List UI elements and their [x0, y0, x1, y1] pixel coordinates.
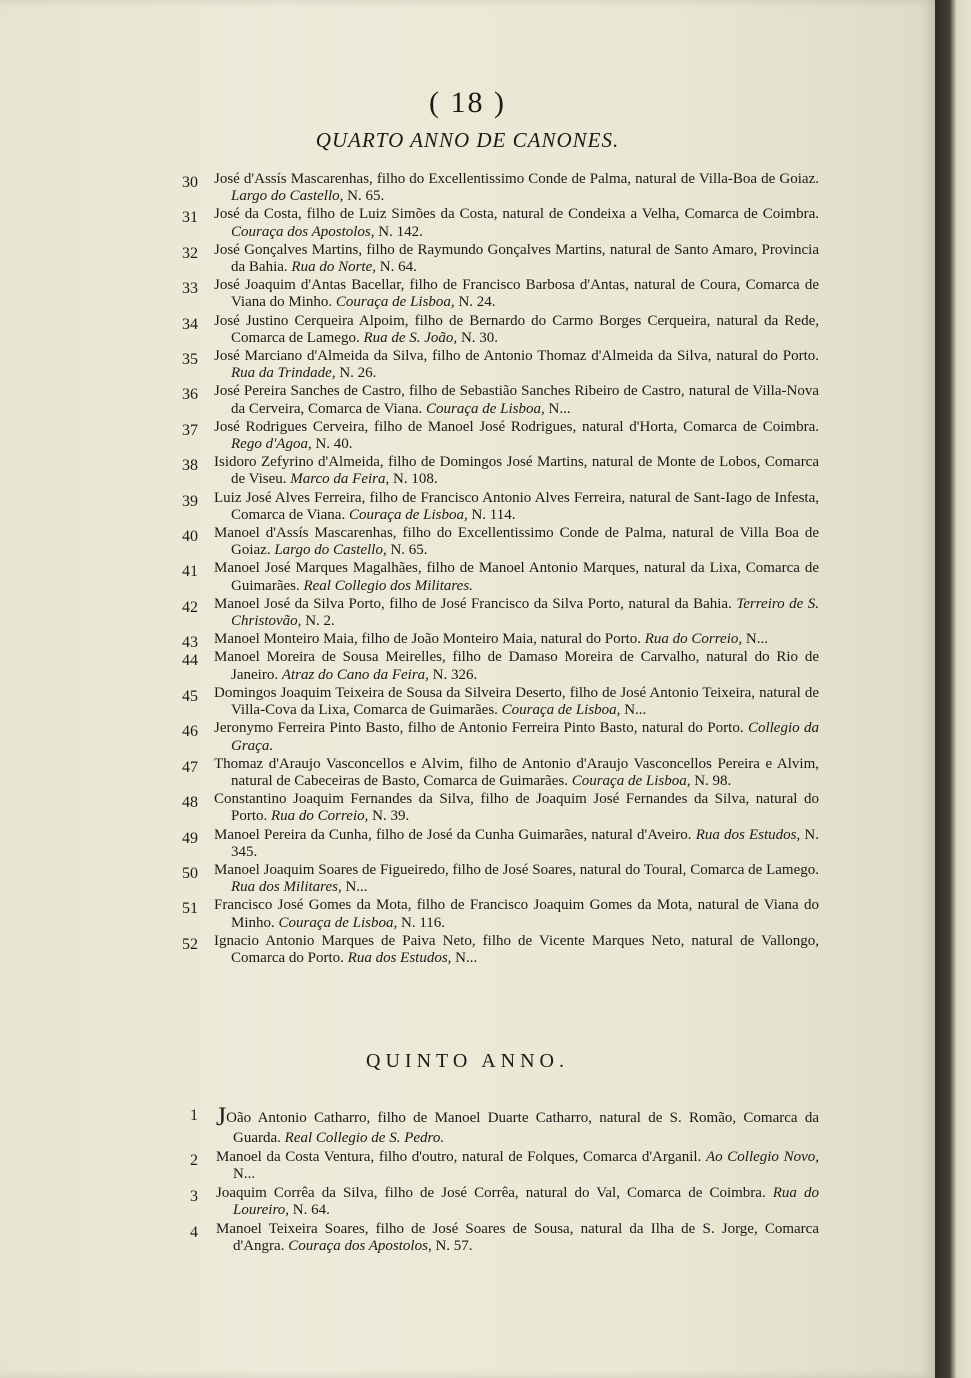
entry-number: 47 — [182, 758, 198, 776]
entry-body: Manoel Joaquim Soares de Figueiredo, filho de José Soares, natural do Toural, Comarca de Lamego. — [214, 861, 819, 878]
list-item — [0, 862, 935, 896]
entry-text — [214, 419, 819, 453]
entry-address: Couraça dos Apostolos, — [288, 1238, 432, 1254]
entry-text — [214, 206, 819, 240]
entry-body: Manoel Pereira da Cunha, filho de José da Cunha Guimarães, natural d'Aveiro. — [214, 826, 692, 843]
entry-address: Couraça dos Apostolos, — [231, 223, 375, 240]
entry-number: 41 — [182, 563, 198, 581]
entry-address: Terreiro de S. Christovão, — [231, 595, 819, 630]
entry-number: 45 — [182, 687, 198, 705]
entry-number: 36 — [182, 386, 198, 404]
entry-house-number: N. 345. — [231, 826, 819, 860]
entry-body: Thomaz d'Araujo Vasconcellos e Alvim, filho de Antonio d'Araujo Vasconcellos Pereira e Alvim, natural de Cabeceiras de Basto, Comarca de Guimarães. — [214, 755, 819, 789]
entry-body: Manoel Moreira de Sousa Meirelles, filho de Damaso Moreira de Carvalho, natural do Rio de Janeiro. — [214, 649, 819, 683]
entry-number: 2 — [190, 1151, 198, 1169]
entry-house-number: N... — [624, 702, 647, 719]
list-item — [0, 756, 935, 790]
entry-number: 30 — [182, 174, 198, 191]
entry-text — [214, 933, 819, 967]
entry-house-number: N. 24. — [458, 294, 496, 311]
list-item — [0, 1104, 935, 1148]
entry-house-number: N. 39. — [372, 808, 410, 825]
list-item — [0, 897, 935, 931]
list-item — [0, 348, 935, 382]
entry-house-number: N. 98. — [694, 772, 732, 789]
entry-house-number: N. 57. — [435, 1238, 473, 1254]
entry-body: Francisco José Gomes da Mota, filho de Francisco Joaquim Gomes da Mota, natural de Viana do Minho. — [214, 897, 819, 931]
entry-number: 51 — [182, 900, 198, 918]
entry-house-number: N... — [455, 949, 478, 966]
entry-house-number: N. 116. — [401, 914, 446, 931]
entry-body: José d'Assís Mascarenhas, filho do Excellentissimo Conde de Palma, natural de Villa-Boa de Goiaz. — [214, 171, 819, 187]
entry-text — [214, 277, 819, 311]
entry-address: Ao Collegio Novo, — [705, 1148, 819, 1165]
entry-address: Largo do Castello, — [231, 188, 344, 205]
entry-body: Luiz José Alves Ferreira, filho de Francisco Antonio Alves Ferreira, natural de Sant-Iago de Infesta, Comarca de Viana. — [214, 489, 819, 523]
entry-text — [214, 171, 819, 205]
entry-number: 40 — [182, 528, 198, 546]
list-item — [0, 791, 935, 825]
entry-house-number: N. 30. — [460, 329, 499, 346]
page-number: ( 18 ) — [429, 86, 506, 119]
entry-body: Jeronymo Ferreira Pinto Basto, filho de Antonio Ferreira Pinto Basto, natural do Porto. — [214, 720, 744, 737]
entry-body: Manoel José Marques Magalhães, filho de Manoel Antonio Marques, natural da Lixa, Comarca de Guimarães. — [214, 560, 819, 594]
entry-text — [214, 313, 819, 347]
entry-text — [214, 827, 819, 861]
entry-number: 3 — [190, 1187, 198, 1205]
entry-text — [214, 720, 819, 754]
entry-body: Manoel da Costa Ventura, filho d'outro, natural de Folques, Comarca d'Arganil. — [216, 1148, 702, 1165]
entry-address: Marco da Feira, — [290, 471, 390, 488]
entry-body: José Justino Cerqueira Alpoim, filho de Bernardo do Carmo Borges Cerqueira, natural da Rede, Comarca de Lamego. — [214, 312, 819, 346]
list-item — [0, 419, 935, 453]
entry-body: José Gonçalves Martins, filho de Raymundo Gonçalves Martins, natural de Santo Amaro, Provincia da Bahia. — [214, 241, 819, 276]
entry-address: Rua dos Estudos, — [695, 826, 801, 843]
entry-address: Rua dos Estudos, — [347, 949, 452, 966]
entry-text — [214, 348, 819, 382]
entry-body: Manoel Monteiro Maia, filho de João Monteiro Maia, natural do Porto. — [214, 631, 641, 648]
entry-number: 32 — [182, 244, 198, 262]
entry-address: Rua do Correio, — [644, 631, 743, 648]
entry-number: 49 — [182, 829, 198, 847]
list-item — [0, 720, 935, 754]
list-item — [0, 313, 935, 347]
entry-house-number: N. 64. — [379, 259, 417, 276]
entry-number: 4 — [190, 1223, 198, 1241]
entry-text — [214, 525, 819, 559]
entry-text — [216, 1149, 819, 1184]
entry-text — [214, 631, 819, 648]
entry-address: Real Collegio de S. Pedro. — [284, 1130, 445, 1146]
drop-cap: J — [216, 1102, 227, 1131]
entry-address: Real Collegio dos Militares. — [303, 577, 473, 594]
entry-text — [214, 596, 819, 630]
entry-number: 38 — [182, 457, 198, 475]
entry-number: 46 — [182, 723, 198, 741]
entry-house-number: N. 142. — [378, 223, 423, 240]
entry-address: Couraça de Lisboa, — [335, 294, 455, 311]
entry-text — [214, 791, 819, 825]
entry-address: Couraça de Lisboa, — [571, 772, 691, 789]
list-item — [0, 1221, 935, 1256]
entry-number: 43 — [182, 634, 198, 652]
entry-house-number: N. 108. — [393, 471, 438, 488]
entry-number: 34 — [182, 315, 198, 333]
entry-text — [214, 454, 819, 488]
entry-body: Manoel Teixeira Soares, filho de José Soares de Sousa, natural da Ilha de S. Jorge, Comarca d'Angra. — [216, 1220, 819, 1254]
entry-address: Rua do Correio, — [271, 808, 369, 825]
entry-body: Domingos Joaquim Teixeira de Sousa da Silveira Deserto, filho de José Antonio Teixeira, natural de Villa-Cova da Lixa, Comarca de Guimarães. — [214, 684, 819, 719]
entry-number: 50 — [182, 864, 198, 882]
entry-address: Rego d'Agoa, — [231, 436, 312, 453]
entry-house-number: N... — [345, 879, 368, 896]
entry-house-number: N. 26. — [339, 365, 377, 382]
entry-number: 33 — [182, 280, 198, 298]
entry-house-number: N... — [233, 1166, 256, 1182]
entry-body: Constantino Joaquim Fernandes da Silva, filho de Joaquim José Fernandes da Silva, natural do Porto. — [214, 791, 819, 825]
entry-text — [216, 1185, 819, 1220]
entry-text — [216, 1104, 819, 1148]
entry-address: Couraça de Lisboa, — [426, 400, 545, 417]
entry-address: Couraça de Lisboa, — [348, 506, 468, 523]
entry-body: José Rodrigues Cerveira, filho de Manoel José Rodrigues, natural d'Horta, Comarca de Coimbra. — [214, 418, 819, 435]
list-item — [0, 171, 935, 205]
entry-house-number: N. 326. — [432, 666, 478, 683]
list-item — [0, 206, 935, 240]
entry-number: 37 — [182, 421, 198, 439]
entry-address: Rua do Loureiro, — [233, 1184, 819, 1218]
entry-text — [214, 897, 819, 931]
entry-house-number: N. 65. — [390, 542, 428, 559]
entry-address: Couraça de Lisboa, — [501, 702, 621, 719]
entry-house-number: N... — [745, 631, 768, 648]
entry-body: José Joaquim d'Antas Bacellar, filho de Francisco Barbosa d'Antas, natural de Coura, Comarca de Viana do Minho. — [214, 277, 819, 311]
entry-body: José Marciano d'Almeida da Silva, filho de Antonio Thomaz d'Almeida da Silva, natural do Porto. — [214, 348, 819, 365]
entry-number: 35 — [182, 351, 198, 369]
entry-address: Rua do Norte, — [291, 259, 376, 276]
list-item — [0, 1185, 935, 1220]
entry-number: 39 — [182, 492, 198, 510]
entry-house-number: N. 114. — [471, 506, 516, 523]
entry-address: Collegio da Graça. — [231, 720, 820, 754]
entry-address: Rua da Trindade, — [231, 365, 336, 382]
list-item — [0, 685, 935, 719]
entry-body: Manoel José da Silva Porto, filho de José Francisco da Silva Porto, natural da Bahia. — [214, 595, 732, 612]
student-list-quinto-anno — [0, 1104, 935, 1257]
entry-address: Rua de S. João, — [363, 329, 458, 346]
entry-house-number: N... — [548, 400, 571, 417]
list-item — [0, 277, 935, 311]
entry-text — [214, 862, 819, 896]
entry-text — [214, 383, 819, 417]
entry-number: 1 — [190, 1107, 198, 1124]
list-item — [0, 631, 935, 652]
entry-body: Joaquim Corrêa da Silva, filho de José Corrêa, natural do Val, Comarca de Coimbra. — [216, 1184, 766, 1201]
section-title-quarto-anno: QUARTO ANNO DE CANONES. — [315, 128, 620, 152]
entry-body: Ignacio Antonio Marques de Paiva Neto, filho de Vicente Marques Neto, natural de Vallongo, Comarca do Porto. — [214, 932, 819, 966]
section-title-quinto-anno: QUINTO ANNO. — [366, 1050, 569, 1072]
entry-house-number: N. 64. — [292, 1202, 330, 1218]
entry-body: José da Costa, filho de Luiz Simões da Costa, natural de Condeixa a Velha, Comarca de Coimbra. — [214, 206, 819, 223]
entry-address: Rua dos Militares, — [231, 879, 342, 896]
entry-address: Atraz do Cano da Feira, — [281, 666, 429, 683]
entry-text — [214, 756, 819, 790]
entry-number: 42 — [182, 598, 198, 616]
entry-text — [214, 649, 819, 683]
list-item — [0, 560, 935, 594]
entry-number: 52 — [182, 935, 198, 953]
list-item — [0, 1149, 935, 1184]
entry-number: 48 — [182, 794, 198, 812]
entry-body: Manoel d'Assís Mascarenhas, filho do Excellentissimo Conde de Palma, natural de Villa Boa de Goiaz. — [214, 525, 819, 559]
student-list-quarto-anno — [0, 171, 935, 968]
entry-text — [214, 560, 819, 594]
entry-house-number: N. 2. — [305, 613, 335, 630]
entry-text — [214, 490, 819, 524]
entry-house-number: N. 40. — [315, 436, 353, 453]
list-item — [0, 649, 935, 683]
entry-address: Couraça de Lisboa, — [278, 914, 398, 931]
list-item — [0, 490, 935, 524]
entry-body: Isidoro Zefyrino d'Almeida, filho de Domingos José Martins, natural de Monte de Lobos, Comarca de Viseu. — [214, 454, 819, 488]
entry-text — [214, 242, 819, 276]
list-item — [0, 596, 935, 630]
list-item — [0, 383, 935, 417]
list-item — [0, 454, 935, 488]
list-item — [0, 242, 935, 276]
entry-body: José Pereira Sanches de Castro, filho de Sebastião Sanches Ribeiro de Castro, natural de Villa-Nova da Cerveira, Comarca de Viana. — [214, 383, 819, 417]
entry-number: 31 — [182, 209, 198, 227]
list-item — [0, 525, 935, 559]
entry-number: 44 — [182, 652, 198, 670]
entry-text — [216, 1221, 819, 1256]
list-item — [0, 827, 935, 861]
entry-body: Oão Antonio Catharro, filho de Manoel Duarte Catharro, natural de S. Romão, Comarca da Guarda. — [226, 1110, 819, 1146]
list-item — [0, 933, 935, 967]
next-page-edge — [935, 0, 971, 1378]
entry-text — [214, 685, 819, 719]
entry-house-number: N. 65. — [347, 188, 385, 205]
entry-address: Largo do Castello, — [274, 542, 387, 559]
